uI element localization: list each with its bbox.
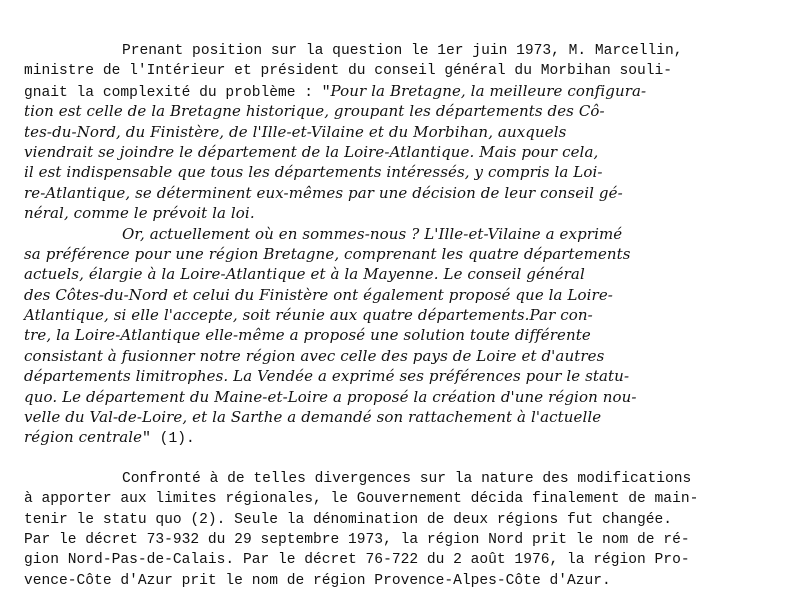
text-line [24,101,776,121]
paragraph-gap [24,448,776,468]
quoted-text-run: sa préférence pour une région Bretagne, comprenant les quatre départements [24,244,631,263]
text-line [24,509,776,529]
text-line [24,122,776,142]
text-line [24,183,776,203]
quoted-text-run: région centrale [24,428,143,447]
quoted-text-run: consistant à fusionner notre région avec celle des pays de Loire et d'autres [24,346,605,365]
text-run: gion Nord-Pas-de-Calais. Par le décret 76-722 du 2 août 1976, la région Pro- [24,552,690,569]
text-run: tenir le statu quo (2). Seule la dénomination de deux régions fut changée. [24,511,673,528]
text-line [24,285,776,305]
text-line [24,162,776,182]
quoted-text-run: Atlantique, si elle l'accepte, soit réunie aux quatre départements.Par con- [24,306,593,325]
text-run: " (1). [142,431,195,448]
quoted-text-run: Pour la Bretagne, la meilleure configura- [330,81,647,100]
quoted-text-run: tion est celle de la Bretagne historique, groupant les départements des Cô- [24,102,605,121]
text-line [24,305,776,325]
quoted-text-run: tes-du-Nord, du Finistère, de l'Ille-et-Vilaine et du Morbihan, auxquels [24,122,567,141]
quoted-text-run: re-Atlantique, se déterminent eux-mêmes par une décision de leur conseil gé- [24,183,623,202]
text-run: ministre de l'Intérieur et président du conseil général du Morbihan souli- [24,63,673,80]
text-line [24,468,776,488]
paragraph-3 [24,468,776,590]
text-line [24,346,776,366]
quoted-text-run: des Côtes-du-Nord et celui du Finistère ont également proposé que la Loire- [24,285,613,304]
text-line [24,203,776,223]
text-line [24,142,776,162]
text-line [24,427,776,447]
text-line [24,366,776,386]
text-line [24,570,776,590]
text-line [24,407,776,427]
text-line [24,244,776,264]
text-line [24,264,776,284]
quoted-text-run: départements limitrophes. La Vendée a exprimé ses préférences pour le statu- [24,367,630,386]
text-line [24,549,776,569]
text-run: gnait la complexité du problème : " [24,84,331,101]
quoted-text-run: viendrait se joindre le département de la Loire-Atlantique. Mais pour cela, [24,142,599,161]
text-line [24,529,776,549]
text-line [24,60,776,80]
quoted-text-run: néral, comme le prévoit la loi. [24,204,255,223]
paragraph-1 [24,40,776,224]
text-run: à apporter aux limites régionales, le Gouvernement décida finalement de main- [24,491,699,508]
text-line [24,387,776,407]
quoted-text-run: Or, actuellement où en sommes-nous ? L'Ille-et-Vilaine a exprimé [122,224,623,243]
paragraph-2 [24,224,776,448]
quoted-text-run: actuels, élargie à la Loire-Atlantique et à la Mayenne. Le conseil général [24,265,585,284]
text-line [24,40,776,60]
text-run: Prenant position sur la question le 1er juin 1973, M. Marcellin, [122,43,683,59]
quoted-text-run: velle du Val-de-Loire, et la Sarthe a demandé son rattachement à l'actuelle [24,408,602,427]
quoted-text-run: quo. Le département du Maine-et-Loire a proposé la création d'une région nou- [24,387,637,406]
quoted-text-run: il est indispensable que tous les départements intéressés, y compris la Loi- [24,163,603,182]
text-line [24,81,776,101]
quoted-text-run: tre, la Loire-Atlantique elle-même a proposé une solution toute différente [24,326,591,345]
text-line [24,325,776,345]
document-page [24,40,776,590]
text-run: Par le décret 73-932 du 29 septembre 1973, la région Nord prit le nom de ré- [24,531,690,548]
text-line [24,488,776,508]
text-line [24,224,776,244]
text-run: Confronté à de telles divergences sur la nature des modifications [122,470,692,487]
text-run: vence-Côte d'Azur prit le nom de région Provence-Alpes-Côte d'Azur. [24,572,611,589]
